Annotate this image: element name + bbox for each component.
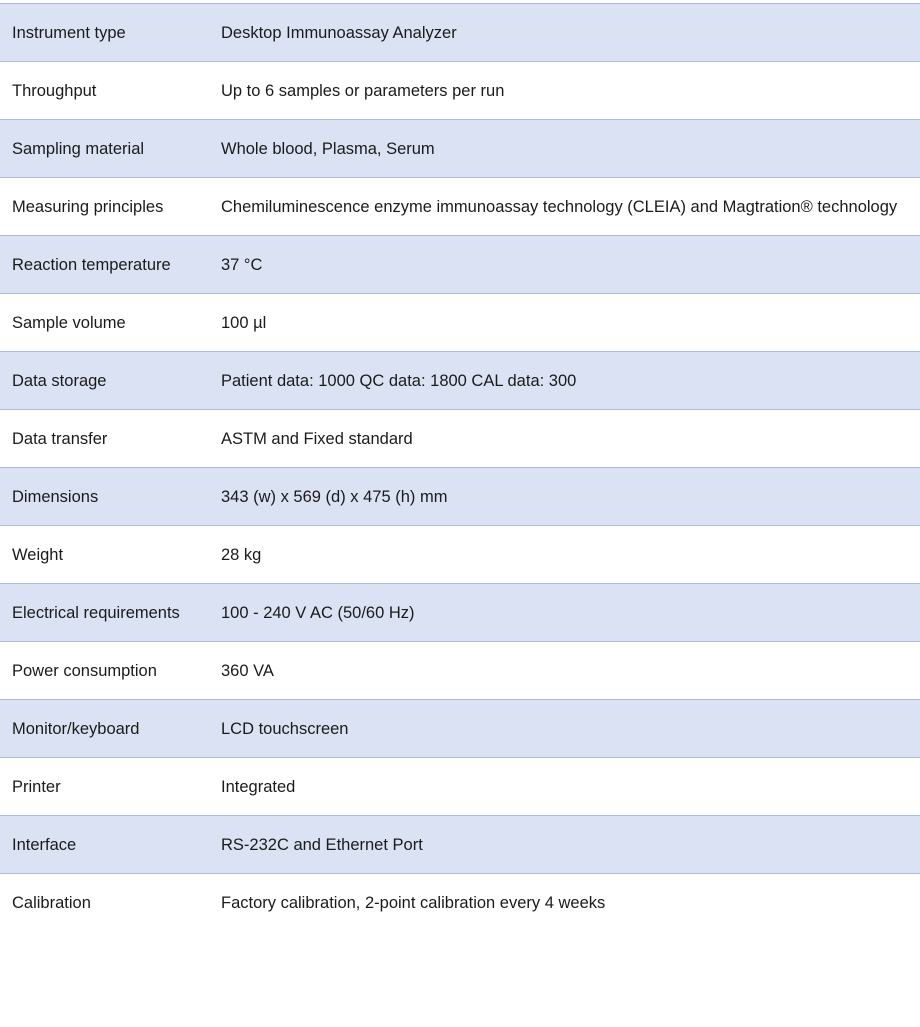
table-row bbox=[0, 236, 920, 294]
table-row bbox=[0, 120, 920, 178]
spec-label: Electrical requirements bbox=[0, 584, 209, 642]
table-row bbox=[0, 352, 920, 410]
table-row bbox=[0, 700, 920, 758]
spec-value: Up to 6 samples or parameters per run bbox=[221, 82, 505, 100]
table-row bbox=[0, 758, 920, 816]
table-row bbox=[0, 642, 920, 700]
table-row bbox=[0, 410, 920, 468]
spec-label: Printer bbox=[12, 778, 61, 796]
table-row bbox=[0, 468, 920, 526]
spec-label: Power consumption bbox=[12, 662, 157, 680]
spec-label: Instrument type bbox=[0, 4, 209, 62]
spec-label: Weight bbox=[12, 546, 64, 564]
spec-label: Sampling material bbox=[0, 120, 209, 178]
table-row bbox=[0, 4, 920, 62]
spec-value: 37 °C bbox=[209, 236, 920, 294]
table-row bbox=[0, 816, 920, 874]
table-row bbox=[0, 294, 920, 352]
spec-label: Throughput bbox=[12, 82, 97, 100]
spec-value: 360 VA bbox=[221, 662, 274, 680]
spec-value: Patient data: 1000 QC data: 1800 CAL data: 300 bbox=[209, 352, 920, 410]
spec-value: Desktop Immunoassay Analyzer bbox=[209, 4, 920, 62]
spec-label: Monitor/keyboard bbox=[0, 700, 209, 758]
spec-label: Reaction temperature bbox=[0, 236, 209, 294]
table-row bbox=[0, 874, 920, 932]
table-row bbox=[0, 584, 920, 642]
spec-value: Whole blood, Plasma, Serum bbox=[209, 120, 920, 178]
spec-value: Integrated bbox=[221, 778, 296, 796]
spec-label: Data storage bbox=[0, 352, 209, 410]
spec-value: Chemiluminescence enzyme immunoassay technology (CLEIA) and Magtration® technology bbox=[221, 198, 898, 216]
spec-label: Measuring principles bbox=[12, 198, 164, 216]
spec-label: Interface bbox=[0, 816, 209, 874]
spec-label: Data transfer bbox=[12, 430, 108, 448]
spec-value: LCD touchscreen bbox=[209, 700, 920, 758]
table-row bbox=[0, 62, 920, 120]
spec-value: 100 - 240 V AC (50/60 Hz) bbox=[209, 584, 920, 642]
table-row bbox=[0, 178, 920, 236]
table-row bbox=[0, 526, 920, 584]
spec-value: RS-232C and Ethernet Port bbox=[209, 816, 920, 874]
spec-label: Sample volume bbox=[12, 314, 126, 332]
spec-label: Dimensions bbox=[0, 468, 209, 526]
spec-value: ASTM and Fixed standard bbox=[221, 430, 413, 448]
spec-label: Calibration bbox=[12, 894, 91, 912]
spec-value: 28 kg bbox=[221, 546, 262, 564]
specifications-table bbox=[0, 3, 920, 931]
spec-value: 343 (w) x 569 (d) x 475 (h) mm bbox=[209, 468, 920, 526]
spec-value: 100 µl bbox=[221, 314, 267, 332]
spec-value: Factory calibration, 2-point calibration every 4 weeks bbox=[221, 894, 606, 912]
